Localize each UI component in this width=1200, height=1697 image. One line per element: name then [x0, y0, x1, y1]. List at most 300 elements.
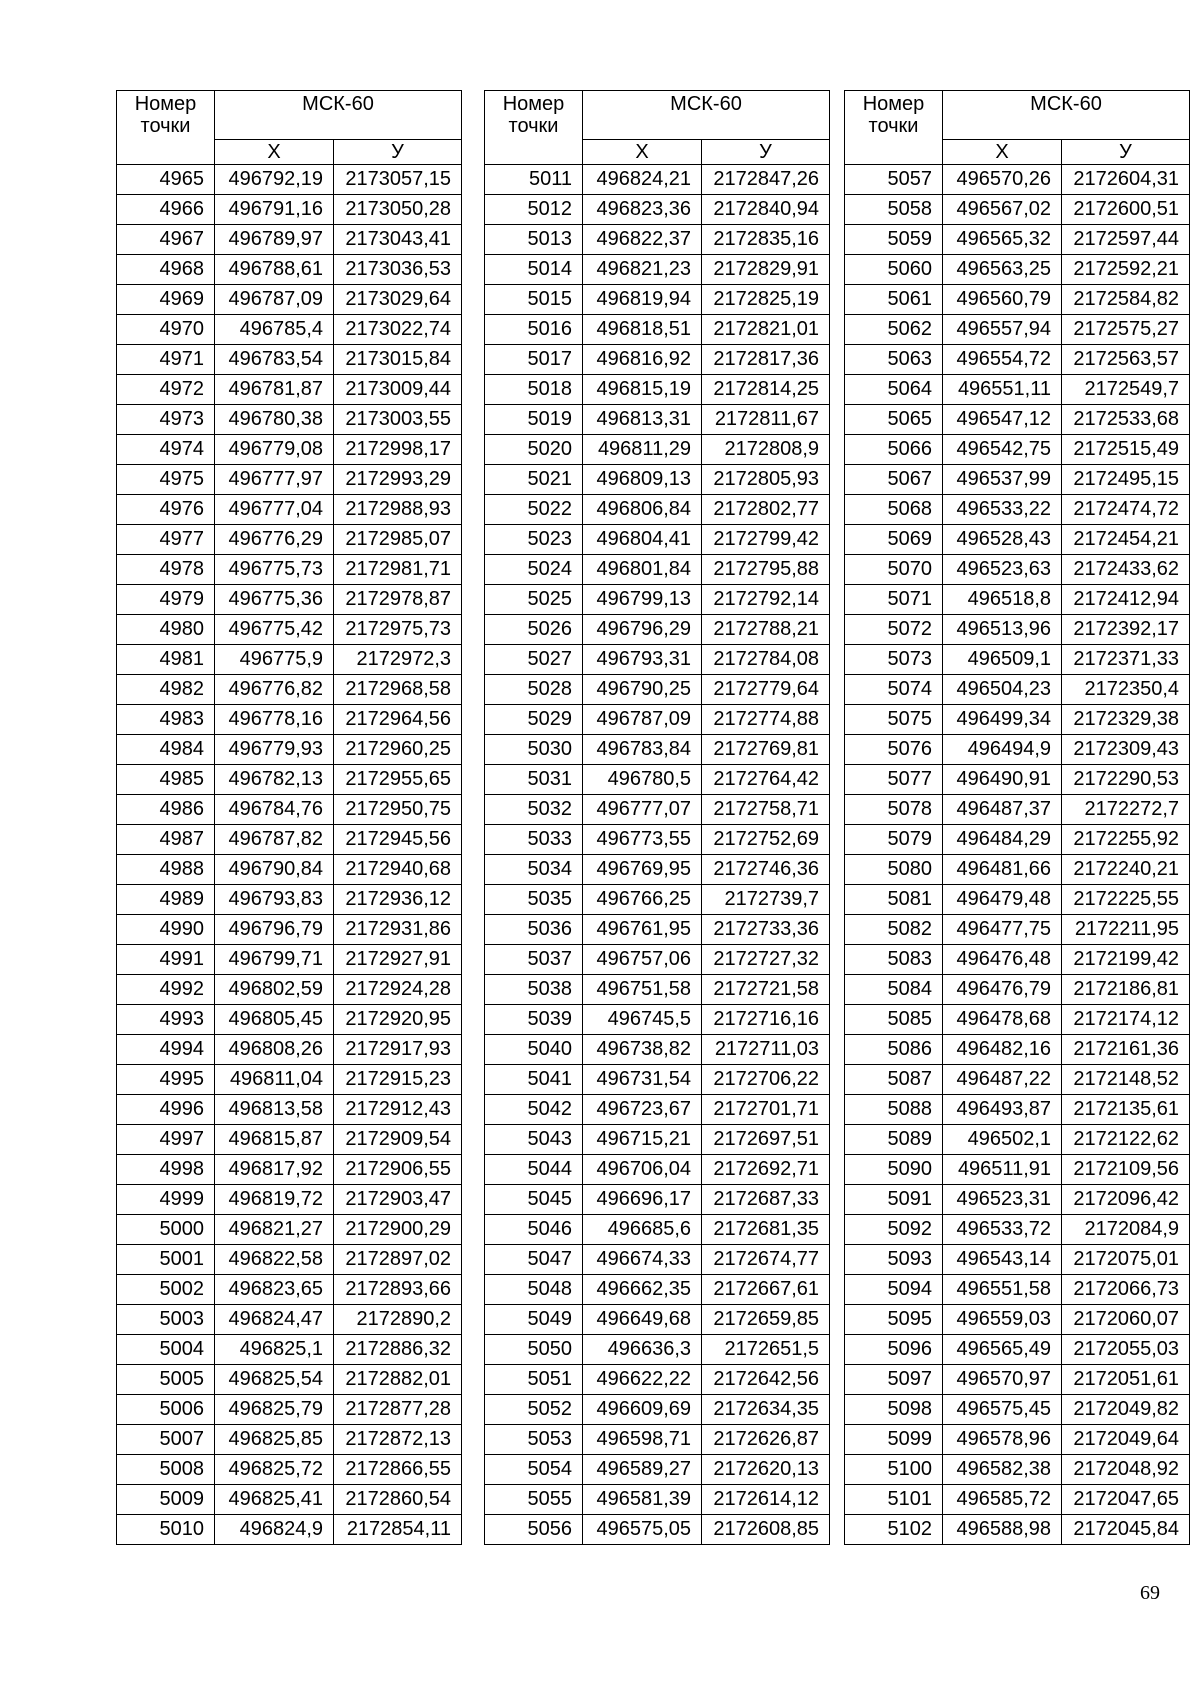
- table-row: [117, 705, 462, 735]
- y-coordinate-cell: 2173003,55: [334, 405, 462, 435]
- y-coordinate-cell: 2172769,81: [702, 735, 830, 765]
- x-coordinate-cell: 496788,61: [215, 255, 334, 285]
- point-number-cell: 5088: [845, 1095, 943, 1125]
- table-row: [845, 345, 1190, 375]
- y-coordinate-cell: 2172972,3: [334, 645, 462, 675]
- y-coordinate-cell: 2172924,28: [334, 975, 462, 1005]
- table-row: [117, 195, 462, 225]
- table-row: [845, 1515, 1190, 1545]
- table-row: [485, 855, 830, 885]
- y-coordinate-cell: 2172135,61: [1062, 1095, 1190, 1125]
- x-coordinate-cell: 496636,3: [583, 1335, 702, 1365]
- x-coordinate-cell: 496813,58: [215, 1095, 334, 1125]
- x-coordinate-cell: 496493,87: [943, 1095, 1062, 1125]
- point-number-cell: 5096: [845, 1335, 943, 1365]
- x-coordinate-cell: 496513,96: [943, 615, 1062, 645]
- table-row: [845, 825, 1190, 855]
- table-row: [117, 1005, 462, 1035]
- table-row: [485, 1095, 830, 1125]
- table-row: [117, 555, 462, 585]
- x-coordinate-cell: 496792,19: [215, 165, 334, 195]
- point-number-cell: 5023: [485, 525, 583, 555]
- point-number-cell: 5044: [485, 1155, 583, 1185]
- y-coordinate-cell: 2172829,91: [702, 255, 830, 285]
- x-coordinate-cell: 496715,21: [583, 1125, 702, 1155]
- table-row: [485, 165, 830, 195]
- y-coordinate-cell: 2173029,64: [334, 285, 462, 315]
- table-row: [485, 285, 830, 315]
- point-number-cell: 4969: [117, 285, 215, 315]
- y-coordinate-cell: 2172917,93: [334, 1035, 462, 1065]
- point-number-cell: 5049: [485, 1305, 583, 1335]
- x-coordinate-cell: 496785,4: [215, 315, 334, 345]
- point-number-cell: 5031: [485, 765, 583, 795]
- table-row: [485, 1305, 830, 1335]
- point-number-cell: 5081: [845, 885, 943, 915]
- point-number-cell: 4975: [117, 465, 215, 495]
- table-row: [117, 495, 462, 525]
- y-coordinate-cell: 2172897,02: [334, 1245, 462, 1275]
- table-row: [845, 735, 1190, 765]
- y-coordinate-cell: 2172779,64: [702, 675, 830, 705]
- table-row: [485, 795, 830, 825]
- x-coordinate-cell: 496582,38: [943, 1455, 1062, 1485]
- point-number-cell: 5032: [485, 795, 583, 825]
- x-coordinate-cell: 496476,48: [943, 945, 1062, 975]
- y-coordinate-cell: 2172045,84: [1062, 1515, 1190, 1545]
- x-coordinate-cell: 496825,1: [215, 1335, 334, 1365]
- y-coordinate-cell: 2172927,91: [334, 945, 462, 975]
- table-row: [117, 1485, 462, 1515]
- x-coordinate-cell: 496589,27: [583, 1455, 702, 1485]
- point-number-cell: 5010: [117, 1515, 215, 1545]
- table-row: [485, 975, 830, 1005]
- table-row: [117, 435, 462, 465]
- point-number-cell: 4977: [117, 525, 215, 555]
- table-row: [117, 585, 462, 615]
- x-coordinate-cell: 496811,29: [583, 435, 702, 465]
- x-coordinate-cell: 496723,67: [583, 1095, 702, 1125]
- table-row: [845, 225, 1190, 255]
- table-row: [845, 1365, 1190, 1395]
- table-row: [845, 1245, 1190, 1275]
- table-row: [485, 405, 830, 435]
- x-coordinate-cell: 496782,13: [215, 765, 334, 795]
- point-number-cell: 5097: [845, 1365, 943, 1395]
- y-coordinate-cell: 2172096,42: [1062, 1185, 1190, 1215]
- point-number-cell: 5000: [117, 1215, 215, 1245]
- table-row: [845, 615, 1190, 645]
- point-number-header-text: Номер точки: [502, 93, 565, 137]
- point-number-cell: 5052: [485, 1395, 583, 1425]
- coordinates-table-1: [116, 90, 462, 1545]
- x-coordinate-cell: 496559,03: [943, 1305, 1062, 1335]
- table-row: [485, 1215, 830, 1245]
- y-coordinate-cell: 2172975,73: [334, 615, 462, 645]
- x-coordinate-cell: 496745,5: [583, 1005, 702, 1035]
- y-coordinate-cell: 2172739,7: [702, 885, 830, 915]
- y-coordinate-cell: 2172985,07: [334, 525, 462, 555]
- table-row: [485, 1275, 830, 1305]
- point-number-header-text: Номер точки: [862, 93, 925, 137]
- table-row: [485, 465, 830, 495]
- x-coordinate-cell: 496588,98: [943, 1515, 1062, 1545]
- point-number-cell: 5006: [117, 1395, 215, 1425]
- x-coordinate-cell: 496775,73: [215, 555, 334, 585]
- x-coordinate-cell: 496567,02: [943, 195, 1062, 225]
- table-row: [485, 915, 830, 945]
- point-number-cell: 5089: [845, 1125, 943, 1155]
- point-number-cell: 5048: [485, 1275, 583, 1305]
- y-coordinate-cell: 2172667,61: [702, 1275, 830, 1305]
- x-coordinate-cell: 496819,94: [583, 285, 702, 315]
- x-coordinate-cell: 496813,31: [583, 405, 702, 435]
- y-coordinate-cell: 2172866,55: [334, 1455, 462, 1485]
- table-row: [845, 765, 1190, 795]
- point-number-cell: 5043: [485, 1125, 583, 1155]
- point-number-cell: 5027: [485, 645, 583, 675]
- table-row: [845, 1305, 1190, 1335]
- point-number-header: [845, 91, 943, 165]
- x-coordinate-cell: 496784,76: [215, 795, 334, 825]
- point-number-cell: 5071: [845, 585, 943, 615]
- x-coordinate-cell: 496499,34: [943, 705, 1062, 735]
- table-row: [485, 375, 830, 405]
- point-number-cell: 5037: [485, 945, 583, 975]
- x-coordinate-cell: 496533,22: [943, 495, 1062, 525]
- point-number-cell: 4968: [117, 255, 215, 285]
- point-number-cell: 5076: [845, 735, 943, 765]
- point-number-cell: 4981: [117, 645, 215, 675]
- table-row: [117, 165, 462, 195]
- y-coordinate-cell: 2172706,22: [702, 1065, 830, 1095]
- point-number-cell: 5092: [845, 1215, 943, 1245]
- table-row: [117, 1455, 462, 1485]
- table-row: [845, 1065, 1190, 1095]
- table-row: [117, 1095, 462, 1125]
- point-number-cell: 4991: [117, 945, 215, 975]
- table-row: [485, 555, 830, 585]
- x-coordinate-cell: 496543,14: [943, 1245, 1062, 1275]
- x-coordinate-cell: 496775,9: [215, 645, 334, 675]
- table-row: [117, 315, 462, 345]
- table-row: [485, 1395, 830, 1425]
- table-row: [845, 1185, 1190, 1215]
- table-row: [845, 1395, 1190, 1425]
- y-coordinate-cell: 2172604,31: [1062, 165, 1190, 195]
- y-coordinate-cell: 2172533,68: [1062, 405, 1190, 435]
- point-number-cell: 4965: [117, 165, 215, 195]
- point-number-cell: 5008: [117, 1455, 215, 1485]
- table-row: [117, 255, 462, 285]
- y-coordinate-cell: 2172788,21: [702, 615, 830, 645]
- y-coordinate-cell: 2172988,93: [334, 495, 462, 525]
- table-row: [485, 525, 830, 555]
- point-number-cell: 4996: [117, 1095, 215, 1125]
- table-row: [845, 855, 1190, 885]
- table-row: [845, 315, 1190, 345]
- x-coordinate-cell: 496518,8: [943, 585, 1062, 615]
- y-header: У: [702, 140, 830, 165]
- y-coordinate-cell: 2172821,01: [702, 315, 830, 345]
- y-coordinate-cell: 2172161,36: [1062, 1035, 1190, 1065]
- table-row: [117, 885, 462, 915]
- point-number-cell: 5079: [845, 825, 943, 855]
- table-row: [117, 1425, 462, 1455]
- table-row: [485, 435, 830, 465]
- table-row: [485, 315, 830, 345]
- y-coordinate-cell: 2172290,53: [1062, 765, 1190, 795]
- table-row: [485, 1515, 830, 1545]
- y-coordinate-cell: 2172515,49: [1062, 435, 1190, 465]
- point-number-cell: 4970: [117, 315, 215, 345]
- table-row: [845, 285, 1190, 315]
- table-row: [117, 465, 462, 495]
- point-number-cell: 5009: [117, 1485, 215, 1515]
- point-number-cell: 5101: [845, 1485, 943, 1515]
- y-coordinate-cell: 2173015,84: [334, 345, 462, 375]
- point-number-cell: 4987: [117, 825, 215, 855]
- table-row: [845, 705, 1190, 735]
- point-number-cell: 5014: [485, 255, 583, 285]
- x-coordinate-cell: 496649,68: [583, 1305, 702, 1335]
- point-number-cell: 4973: [117, 405, 215, 435]
- y-coordinate-cell: 2172955,65: [334, 765, 462, 795]
- y-coordinate-cell: 2172847,26: [702, 165, 830, 195]
- point-number-cell: 5064: [845, 375, 943, 405]
- y-coordinate-cell: 2172687,33: [702, 1185, 830, 1215]
- y-coordinate-cell: 2173057,15: [334, 165, 462, 195]
- point-number-cell: 5001: [117, 1245, 215, 1275]
- x-coordinate-cell: 496789,97: [215, 225, 334, 255]
- point-number-cell: 4979: [117, 585, 215, 615]
- point-number-cell: 5075: [845, 705, 943, 735]
- point-number-cell: 5019: [485, 405, 583, 435]
- x-coordinate-cell: 496547,12: [943, 405, 1062, 435]
- x-coordinate-cell: 496490,91: [943, 765, 1062, 795]
- coordinates-table-2: [484, 90, 830, 1545]
- x-coordinate-cell: 496817,92: [215, 1155, 334, 1185]
- x-coordinate-cell: 496494,9: [943, 735, 1062, 765]
- table-row: [845, 1275, 1190, 1305]
- y-coordinate-cell: 2172854,11: [334, 1515, 462, 1545]
- x-coordinate-cell: 496809,13: [583, 465, 702, 495]
- point-number-cell: 5070: [845, 555, 943, 585]
- point-number-cell: 5091: [845, 1185, 943, 1215]
- point-number-cell: 5053: [485, 1425, 583, 1455]
- x-coordinate-cell: 496537,99: [943, 465, 1062, 495]
- point-number-cell: 5025: [485, 585, 583, 615]
- point-number-cell: 5002: [117, 1275, 215, 1305]
- table-row: [845, 1035, 1190, 1065]
- point-number-cell: 5094: [845, 1275, 943, 1305]
- y-coordinate-cell: 2172186,81: [1062, 975, 1190, 1005]
- y-coordinate-cell: 2172148,52: [1062, 1065, 1190, 1095]
- x-coordinate-cell: 496823,36: [583, 195, 702, 225]
- point-number-cell: 5051: [485, 1365, 583, 1395]
- point-number-cell: 5099: [845, 1425, 943, 1455]
- y-coordinate-cell: 2172692,71: [702, 1155, 830, 1185]
- point-number-cell: 5057: [845, 165, 943, 195]
- table-row: [117, 1215, 462, 1245]
- y-coordinate-cell: 2172727,32: [702, 945, 830, 975]
- x-coordinate-cell: 496581,39: [583, 1485, 702, 1515]
- y-coordinate-cell: 2172066,73: [1062, 1275, 1190, 1305]
- table-row: [117, 345, 462, 375]
- x-coordinate-cell: 496779,93: [215, 735, 334, 765]
- point-number-cell: 4978: [117, 555, 215, 585]
- y-coordinate-cell: 2172886,32: [334, 1335, 462, 1365]
- x-coordinate-cell: 496523,31: [943, 1185, 1062, 1215]
- table-row: [845, 465, 1190, 495]
- table-row: [485, 1155, 830, 1185]
- x-coordinate-cell: 496775,42: [215, 615, 334, 645]
- point-number-cell: 5033: [485, 825, 583, 855]
- point-number-cell: 5015: [485, 285, 583, 315]
- y-coordinate-cell: 2172634,35: [702, 1395, 830, 1425]
- y-coordinate-cell: 2172048,92: [1062, 1455, 1190, 1485]
- y-coordinate-cell: 2172981,71: [334, 555, 462, 585]
- x-coordinate-cell: 496805,45: [215, 1005, 334, 1035]
- x-coordinate-cell: 496791,16: [215, 195, 334, 225]
- x-coordinate-cell: 496799,71: [215, 945, 334, 975]
- x-coordinate-cell: 496570,97: [943, 1365, 1062, 1395]
- x-coordinate-cell: 496575,45: [943, 1395, 1062, 1425]
- point-number-cell: 4992: [117, 975, 215, 1005]
- table-row: [845, 645, 1190, 675]
- table-row: [845, 1155, 1190, 1185]
- x-coordinate-cell: 496824,21: [583, 165, 702, 195]
- y-coordinate-cell: 2172968,58: [334, 675, 462, 705]
- y-coordinate-cell: 2172350,4: [1062, 675, 1190, 705]
- table-row: [845, 1005, 1190, 1035]
- point-number-cell: 5069: [845, 525, 943, 555]
- y-coordinate-cell: 2172495,15: [1062, 465, 1190, 495]
- table-row: [117, 1305, 462, 1335]
- y-coordinate-cell: 2172909,54: [334, 1125, 462, 1155]
- point-number-cell: 4990: [117, 915, 215, 945]
- y-coordinate-cell: 2172060,07: [1062, 1305, 1190, 1335]
- x-coordinate-cell: 496787,09: [215, 285, 334, 315]
- point-number-cell: 5055: [485, 1485, 583, 1515]
- y-coordinate-cell: 2172945,56: [334, 825, 462, 855]
- table-row: [485, 765, 830, 795]
- point-number-cell: 5072: [845, 615, 943, 645]
- point-number-cell: 5090: [845, 1155, 943, 1185]
- table-row: [117, 285, 462, 315]
- x-coordinate-cell: 496773,55: [583, 825, 702, 855]
- y-coordinate-cell: 2172805,93: [702, 465, 830, 495]
- x-coordinate-cell: 496783,54: [215, 345, 334, 375]
- x-header: Х: [215, 140, 334, 165]
- point-number-cell: 5080: [845, 855, 943, 885]
- y-coordinate-cell: 2172817,36: [702, 345, 830, 375]
- x-coordinate-cell: 496825,54: [215, 1365, 334, 1395]
- point-number-cell: 5068: [845, 495, 943, 525]
- y-coordinate-cell: 2172903,47: [334, 1185, 462, 1215]
- x-coordinate-cell: 496523,63: [943, 555, 1062, 585]
- point-number-cell: 4983: [117, 705, 215, 735]
- y-coordinate-cell: 2172835,16: [702, 225, 830, 255]
- point-number-cell: 5030: [485, 735, 583, 765]
- table-row: [485, 195, 830, 225]
- y-coordinate-cell: 2172733,36: [702, 915, 830, 945]
- y-coordinate-cell: 2172860,54: [334, 1485, 462, 1515]
- y-coordinate-cell: 2172642,56: [702, 1365, 830, 1395]
- x-coordinate-cell: 496776,29: [215, 525, 334, 555]
- point-number-cell: 5058: [845, 195, 943, 225]
- point-number-cell: 5078: [845, 795, 943, 825]
- table-row: [117, 405, 462, 435]
- point-number-cell: 5026: [485, 615, 583, 645]
- y-coordinate-cell: 2172872,13: [334, 1425, 462, 1455]
- point-number-cell: 5038: [485, 975, 583, 1005]
- point-number-header: [117, 91, 215, 165]
- x-coordinate-cell: 496563,25: [943, 255, 1062, 285]
- table-row: [117, 855, 462, 885]
- table-row: [117, 1185, 462, 1215]
- table-row: [845, 1215, 1190, 1245]
- point-number-cell: 4984: [117, 735, 215, 765]
- point-number-cell: 5087: [845, 1065, 943, 1095]
- table-row: [485, 1185, 830, 1215]
- y-coordinate-cell: 2173009,44: [334, 375, 462, 405]
- y-coordinate-cell: 2172597,44: [1062, 225, 1190, 255]
- table-row: [845, 555, 1190, 585]
- x-coordinate-cell: 496783,84: [583, 735, 702, 765]
- point-number-cell: 5085: [845, 1005, 943, 1035]
- table-row: [485, 675, 830, 705]
- x-coordinate-cell: 496775,36: [215, 585, 334, 615]
- y-coordinate-cell: 2172940,68: [334, 855, 462, 885]
- table-row: [845, 975, 1190, 1005]
- y-coordinate-cell: 2172877,28: [334, 1395, 462, 1425]
- y-coordinate-cell: 2172814,25: [702, 375, 830, 405]
- y-coordinate-cell: 2172049,82: [1062, 1395, 1190, 1425]
- y-coordinate-cell: 2172752,69: [702, 825, 830, 855]
- table-row: [485, 1065, 830, 1095]
- x-coordinate-cell: 496478,68: [943, 1005, 1062, 1035]
- x-coordinate-cell: 496777,04: [215, 495, 334, 525]
- x-coordinate-cell: 496479,48: [943, 885, 1062, 915]
- x-coordinate-cell: 496819,72: [215, 1185, 334, 1215]
- point-number-cell: 5013: [485, 225, 583, 255]
- table-row: [117, 1365, 462, 1395]
- page-number: 69: [1140, 1582, 1160, 1604]
- x-coordinate-cell: 496815,87: [215, 1125, 334, 1155]
- coordinates-table-3: [844, 90, 1190, 1545]
- table-row: [845, 945, 1190, 975]
- x-coordinate-cell: 496487,22: [943, 1065, 1062, 1095]
- table-row: [117, 975, 462, 1005]
- table-row: [117, 1335, 462, 1365]
- x-coordinate-cell: 496502,1: [943, 1125, 1062, 1155]
- y-coordinate-cell: 2172255,92: [1062, 825, 1190, 855]
- y-coordinate-cell: 2172808,9: [702, 435, 830, 465]
- y-coordinate-cell: 2172600,51: [1062, 195, 1190, 225]
- point-number-cell: 4972: [117, 375, 215, 405]
- y-coordinate-cell: 2172272,7: [1062, 795, 1190, 825]
- point-number-cell: 5060: [845, 255, 943, 285]
- x-coordinate-cell: 496481,66: [943, 855, 1062, 885]
- point-number-cell: 4985: [117, 765, 215, 795]
- y-coordinate-cell: 2172697,51: [702, 1125, 830, 1155]
- y-coordinate-cell: 2172840,94: [702, 195, 830, 225]
- y-coordinate-cell: 2172075,01: [1062, 1245, 1190, 1275]
- x-coordinate-cell: 496777,07: [583, 795, 702, 825]
- point-number-cell: 4976: [117, 495, 215, 525]
- x-coordinate-cell: 496766,25: [583, 885, 702, 915]
